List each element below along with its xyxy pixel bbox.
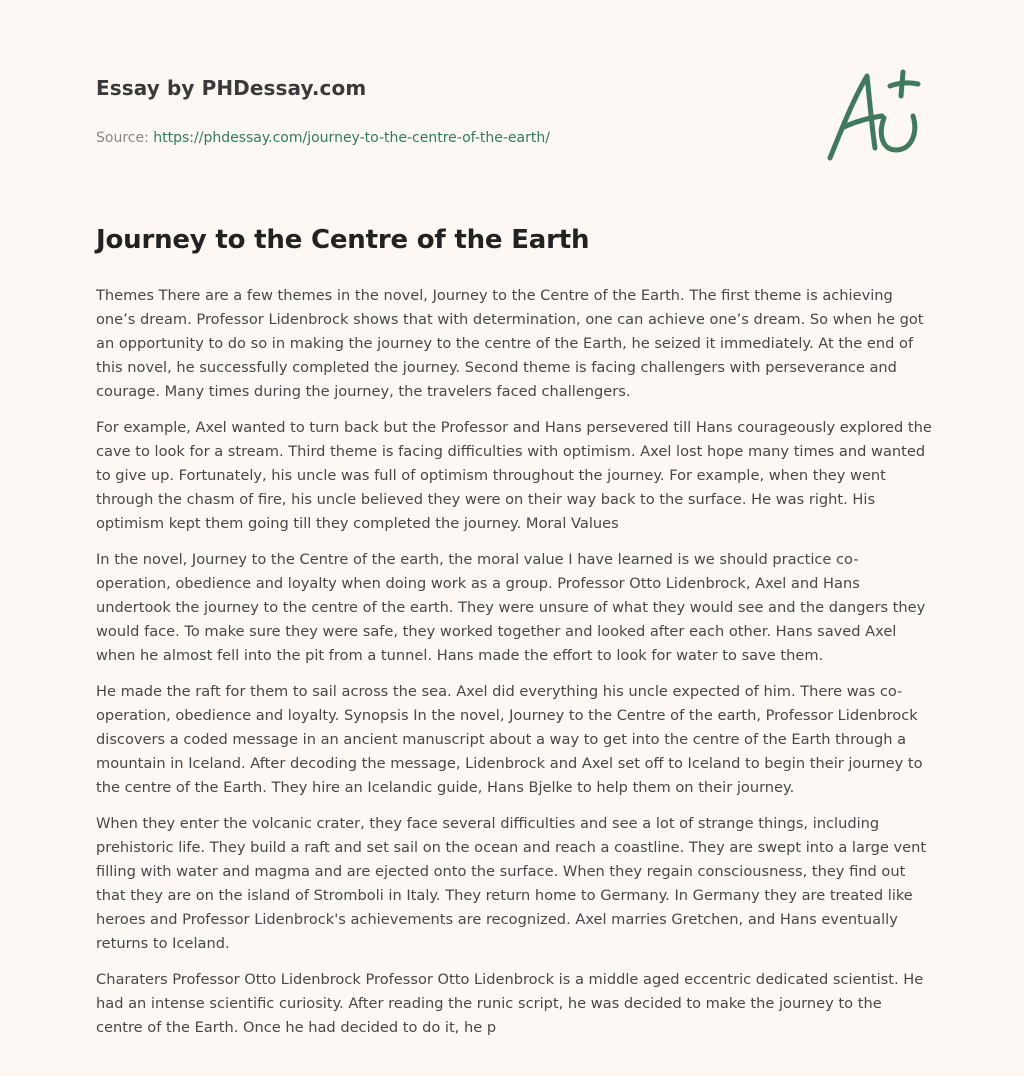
essay-paragraph: Charaters Professor Otto Lidenbrock Professor Otto Lidenbrock is a middle aged eccentric dedicated scientist. He had an intense scientific curiosity. After reading the runic script, he was decided to make the journey to the centre of the Earth. Once he had decided to do it, he p (96, 971, 924, 1036)
a-plus-grade-icon (820, 66, 932, 166)
essay-paragraph: In the novel, Journey to the Centre of the earth, the moral value I have learned is we should practice co-operation, obedience and loyalty when doing work as a group. Professor Otto Lidenbrock, Axel and Hans undertook the journey to the centre of the earth. They were unsure of what they would see and the dangers they would face. To make sure they were safe, they worked together and looked after each other. Hans saved Axel when he almost fell into the pit from a tunnel. Hans made the effort to look for water to save them. (96, 551, 926, 664)
source-link[interactable]: https://phdessay.com/journey-to-the-centre-of-the-earth/ (153, 130, 550, 146)
site-brand: Essay by PHDessay.com (96, 76, 367, 100)
essay-paragraph: When they enter the volcanic crater, they face several difficulties and see a lot of strange things, including prehistoric life. They build a raft and set sail on the ocean and reach a coastline. They are swept into a large vent filling with water and magma and are ejected onto the surface. When they regain consciousness, they find out that they are on the island of Stromboli in Italy. They return home to Germany. In Germany they are treated like heroes and Professor Lidenbrock's achievements are recognized. Axel marries Gretchen, and Hans eventually returns to Iceland. (96, 815, 927, 952)
essay-body (96, 284, 932, 1052)
source-label: Source: (96, 130, 154, 146)
essay-paragraph: Themes There are a few themes in the novel, Journey to the Centre of the Earth. The first theme is achieving one’s dream. Professor Lidenbrock shows that with determination, one can achieve one’s dream. So when he got an opportunity to do so in making the journey to the centre of the Earth, he seized it immediately. At the end of this novel, he successfully completed the journey. Second theme is facing challengers with perseverance and courage. Many times during the journey, the travelers faced challengers. (96, 287, 924, 400)
essay-paragraph: He made the raft for them to sail across the sea. Axel did everything his uncle expected of him. There was co-operation, obedience and loyalty. Synopsis In the novel, Journey to the Centre of the earth, Professor Lidenbrock discovers a coded message in an ancient manuscript about a way to get into the centre of the Earth through a mountain in Iceland. After decoding the message, Lidenbrock and Axel set off to Iceland to begin their journey to the centre of the Earth. They hire an Icelandic guide, Hans Bjelke to help them on their journey. (96, 683, 923, 796)
essay-title: Journey to the Centre of the Earth (96, 225, 590, 255)
essay-paragraph: For example, Axel wanted to turn back but the Professor and Hans persevered till Hans courageously explored the cave to look for a stream. Third theme is facing difficulties with optimism. Axel lost hope many times and wanted to give up. Fortunately, his uncle was full of optimism throughout the journey. For example, when they went through the chasm of fire, his uncle believed they were on their way back to the surface. He was right. His optimism kept them going till they completed the journey. Moral Values (96, 419, 932, 532)
page-header (96, 76, 796, 146)
source-line (96, 130, 796, 146)
